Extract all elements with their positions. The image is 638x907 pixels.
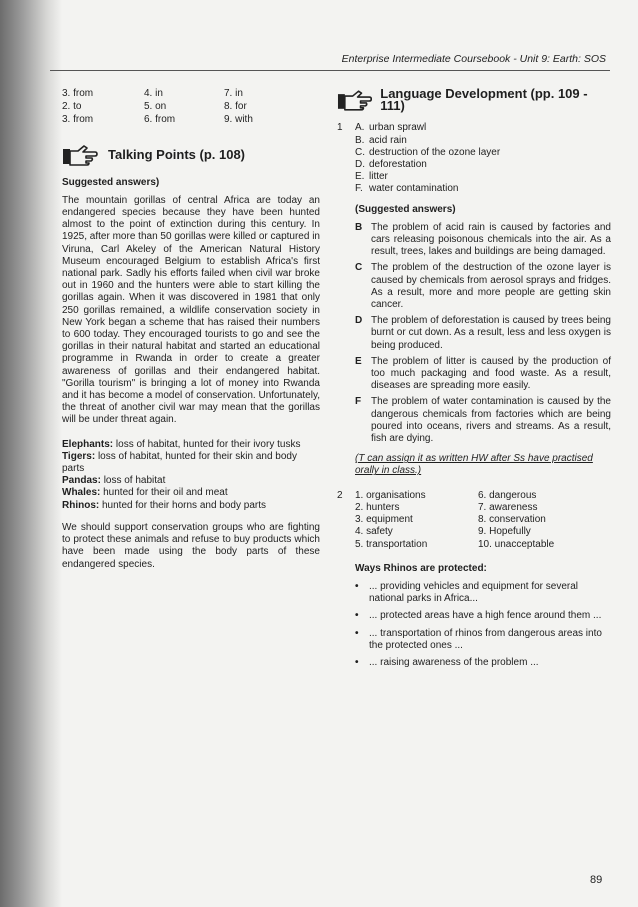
- ex2-item-6: 6. dangerous: [478, 489, 537, 501]
- option-b: B. acid rain: [355, 134, 407, 146]
- closing-paragraph: We should support conservation groups who are fighting to protect these animals and refuse to buy products which have been made using the body parts of these endangered species.: [62, 521, 320, 570]
- answer-e: E The problem of litter is caused by the production of too much packaging and food waste. As a result, diseases are spreading more easily.: [355, 355, 611, 392]
- animal-list: [62, 439, 320, 512]
- option-d: D. deforestation: [355, 159, 427, 171]
- language-development-title: Language Development (pp. 109 - 111): [380, 86, 588, 114]
- prep-4: 4. in: [144, 88, 163, 99]
- animal-elephants: Elephants: loss of habitat, hunted for their ivory tusks: [62, 438, 301, 450]
- prep-7: 7. in: [224, 88, 243, 99]
- prep-6: 6. from: [144, 114, 176, 126]
- rhino-way-4: • ... raising awareness of the problem ...: [355, 656, 539, 668]
- ex2-item-9: 9. Hopefully: [478, 526, 531, 538]
- pointing-hand-icon: [337, 88, 372, 112]
- preposition-answers: [62, 88, 320, 127]
- prep-2: 2. to: [62, 101, 82, 113]
- answer-d: D The problem of deforestation is caused by trees being burnt or cut down. As a result, less and less oxygen is being produced.: [355, 315, 611, 351]
- option-c: C. destruction of the ozone layer: [355, 146, 501, 158]
- suggested-answers-label: Suggested answers): [62, 176, 160, 188]
- exercise-1-number: 1: [337, 122, 343, 134]
- prep-1: 3. from: [62, 88, 94, 99]
- rhino-protection-list: [355, 563, 611, 669]
- talking-points-heading: [62, 143, 320, 167]
- prep-8: 8. for: [224, 101, 247, 113]
- exercise-2-answers: [355, 490, 608, 551]
- rhino-way-2: • ... protected areas have a high fence around them ...: [355, 610, 602, 622]
- ex2-item-7: 7. awareness: [478, 501, 538, 513]
- ex2-item-8: 8. conservation: [478, 514, 546, 526]
- animal-rhinos: Rhinos: hunted for their horns and body parts: [62, 499, 266, 511]
- animal-tigers: Tigers: loss of habitat, hunted for their skin and body parts: [62, 450, 297, 475]
- right-column: [337, 88, 611, 674]
- rhino-way-3: • ... transportation of rhinos from dangerous areas into the protected ones ...: [355, 627, 602, 651]
- option-a: A. urban sprawl: [355, 122, 427, 134]
- option-e: E. litter: [355, 171, 388, 183]
- ex2-item-10: 10. unacceptable: [478, 538, 555, 550]
- gorilla-paragraph: The mountain gorillas of central Africa are today an endangered species because they have been hunted almost to the point of extinction during this century. In 1925, after more than 50 gorillas were killed or captured in Viruna, Carl Akeley of the American Natural History Museum encouraged Belgium to establish Africa's first national park. Sadly his efforts failed when civil war broke out in 1960 and the hunters were able to start killing the gorillas again. When it was discovered in 1981 that only 250 gorillas remained, a wildlife conservation society in New York began a scheme that has raised their numbers to 600 today. They encouraged tourists to go and see the gorillas in their natural habitat and started an educational programme in Rwanda in order to create a greater awareness of gorillas and their endangered habitat. "Gorilla tourism" is bringing a lot of money into Rwanda and it has become a model of conservation. Unfortunately, the threat of another civil war may mean that the gorillas will be under threat again.: [62, 194, 320, 426]
- exercise-2-number: 2: [337, 489, 343, 501]
- animal-pandas: Pandas: loss of habitat: [62, 475, 166, 487]
- header-rule: [50, 70, 610, 71]
- answer-b: B The problem of acid rain is caused by factories and cars releasing poisonous chemicals into the air. As a result, trees, lakes and buildings are being damaged.: [355, 221, 611, 258]
- prep-3: 3. from: [62, 114, 94, 126]
- ex2-item-2: 2. hunters: [355, 501, 400, 513]
- scan-shadow: [0, 0, 62, 907]
- suggested-answers-label: (Suggested answers): [355, 203, 456, 215]
- exercise-2: [337, 490, 611, 551]
- rhino-protection-title: Ways Rhinos are protected:: [355, 562, 487, 574]
- answer-c: C The problem of the destruction of the ozone layer is caused by chemicals from aerosol sprays and fridges. As a result, more and more people are getting skin cancer.: [355, 262, 611, 311]
- prep-9: 9. with: [224, 114, 253, 126]
- exercise-1-options: [355, 122, 500, 195]
- ex2-item-4: 4. safety: [355, 526, 393, 538]
- teacher-note: (T can assign it as written HW after Ss have practised orally in class.): [355, 453, 593, 477]
- language-development-heading: [337, 88, 611, 112]
- rhino-way-1: • ... providing vehicles and equipment for several national parks in Africa...: [355, 580, 579, 605]
- prep-5: 5. on: [144, 101, 167, 113]
- suggested-answers-list: [337, 204, 611, 446]
- pointing-hand-icon: [62, 143, 98, 167]
- ex2-item-1: 1. organisations: [355, 489, 426, 501]
- option-f: F. water contamination: [355, 183, 459, 195]
- talking-points-title: Talking Points (p. 108): [108, 146, 246, 162]
- page-number: 89: [590, 874, 603, 886]
- left-column: [62, 88, 320, 571]
- exercise-1: [337, 122, 611, 195]
- answer-f: F The problem of water contamination is caused by the dangerous chemicals from factories which are being poured into oceans, rivers and streams. As a result, fish are dying.: [355, 396, 611, 445]
- ex2-item-3: 3. equipment: [355, 514, 413, 526]
- page-header: Enterprise Intermediate Coursebook - Unit 9: Earth: SOS: [341, 53, 606, 65]
- ex2-item-5: 5. transportation: [355, 538, 428, 550]
- animal-whales: Whales: hunted for their oil and meat: [62, 487, 228, 499]
